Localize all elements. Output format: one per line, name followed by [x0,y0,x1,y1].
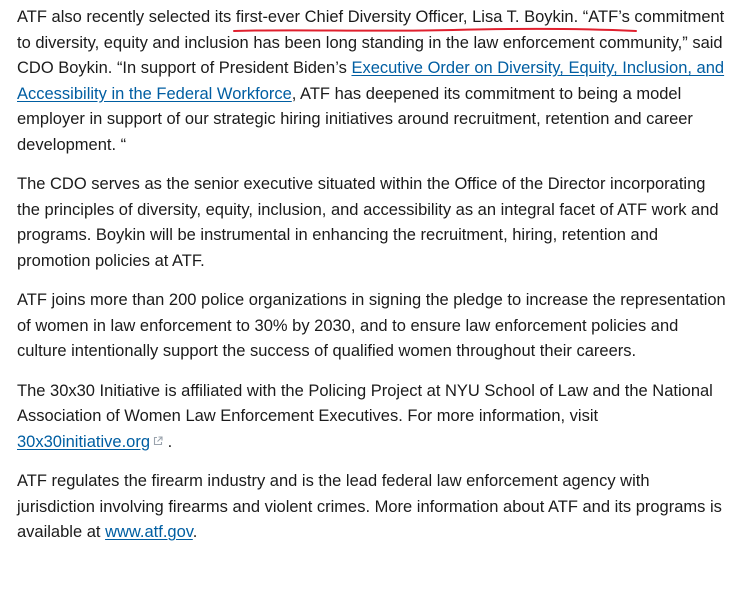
p1-text-a: commitment to diversity, equity and inclusion has been long standing in the law enforcement community,” said CDO Boykin. “In support of President Biden’s [17,8,725,77]
30x30-initiative-link[interactable] [17,433,163,451]
atf-website-link[interactable]: www.atf.gov [105,523,193,541]
p4-text: The 30x30 Initiative is affiliated with the Policing Project at NYU School of Law and the National Association of Women Law Enforcement Executives. For more information, visit [17,381,713,425]
executive-order-link[interactable]: Executive Order on Diversity, Equity, Inclusion, and Accessibility in the Federal Workforce [17,59,725,103]
p1-intro: ATF also recently selected its [17,8,236,26]
paragraph-atf-regulates [17,469,729,546]
paragraph-cdo-role: The CDO serves as the senior executive situated within the Office of the Director incorporating the principles of diversity, equity, inclusion, and accessibility as an integral facet of ATF work and programs. Boykin will be instrumental in enhancing the recruitment, hiring, retention and promotion policies at ATF. [17,175,719,270]
highlighted-text: first-ever Chief Diversity Officer, Lisa T. Boykin. “ATF’s [235,8,630,26]
paragraph-30x30 [17,379,729,456]
p1-text-b: , ATF has deepened its commitment to being a model employer in support of our strategic hiring initiatives around recruitment, retention and career development. “ [17,84,693,154]
external-link-icon [153,436,163,446]
p5-text: ATF regulates the firearm industry and is the lead federal law enforcement agency with jurisdiction involving firearms and violent crimes. More information about ATF and its programs is available at [17,472,722,541]
p4-after: . [163,432,173,451]
paragraph-cdo-announcement [17,5,729,158]
paragraph-pledge: ATF joins more than 200 police organizations in signing the pledge to increase the representation of women in law enforcement to 30% by 2030, and to ensure law enforcement policies and culture intentionally support the success of qualified women throughout their careers. [17,291,726,360]
30x30-link-label: 30x30initiative.org [17,432,150,451]
p5-after: . [192,523,198,541]
